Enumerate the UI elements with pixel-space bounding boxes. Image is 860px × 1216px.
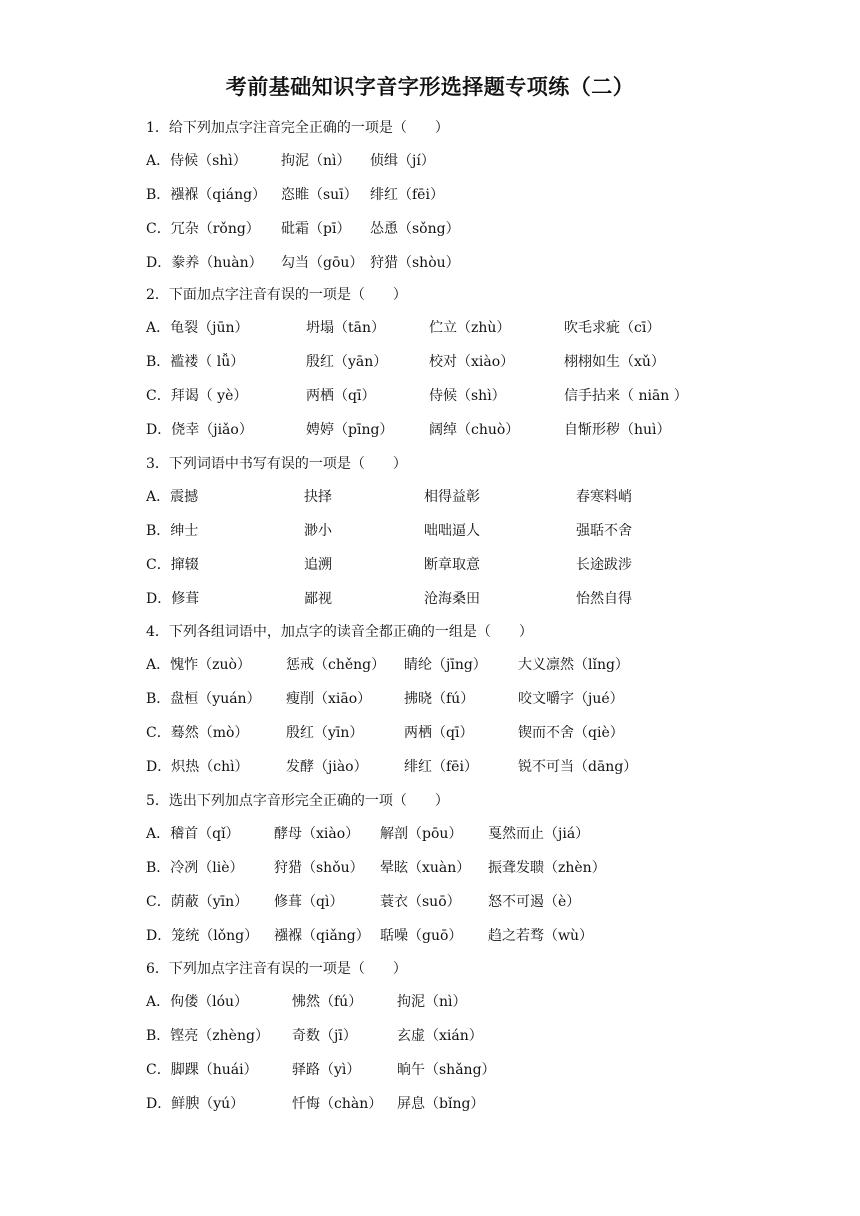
question-stem-text: 2．下面加点字注音有误的一项是（ ） [146,287,407,303]
option-item: 恣睢（suī） [281,187,358,203]
question-stem-text: 1．给下列加点字注音完全正确的一项是（ ） [146,120,449,136]
option-item: A．佝偻（lóu） [146,994,249,1010]
option-item: C．拜谒（ yè） [146,388,248,404]
option-item: 酵母（xiào） [274,826,360,842]
option-item: C．冗杂（rǒng） [146,221,260,237]
option-item: 趋之若骛（wù） [488,928,593,944]
option-item: 聒噪（guō） [380,928,463,944]
option-item: 断章取意 [424,557,480,573]
option-item: D．鲜腴（yú） [146,1096,245,1112]
question-4-stem [146,620,836,644]
question-5-option-B [146,856,836,880]
question-4-option-B [146,687,836,711]
option-item: B．襁褓（qiáng） [146,187,267,203]
option-item: 修葺（qì） [274,894,344,910]
option-item: A．稽首（qǐ） [146,826,240,842]
question-6-option-B [146,1024,836,1048]
option-item: 拂晓（fú） [404,691,475,707]
option-item: 殷红（yīn） [286,725,364,741]
option-item: 怫然（fú） [292,994,363,1010]
option-item: 晌午（shǎng） [397,1062,496,1078]
question-1-option-B [146,183,836,207]
option-item: A．震撼 [146,489,199,505]
option-item: 戛然而止（jiá） [488,826,590,842]
option-item: 发酵（jiào） [286,759,368,775]
option-item: D．豢养（huàn） [146,255,263,271]
option-item: 相得益彰 [424,489,480,505]
option-item: 绯红（fēi） [370,187,444,203]
question-6-stem [146,957,836,981]
question-stem-text: 5．选出下列加点字音形完全正确的一项（ ） [146,793,449,809]
question-4-option-D [146,755,836,779]
option-item: C．脚踝（huái） [146,1062,258,1078]
option-item: 抉择 [304,489,332,505]
question-5-option-D [146,924,836,948]
option-item: B．盘桓（yuán） [146,691,261,707]
question-1-stem [146,116,836,140]
question-6-option-A [146,990,836,1014]
option-item: 驿路（yì） [292,1062,361,1078]
question-5-option-C [146,890,836,914]
question-5-option-A [146,822,836,846]
option-item: 砒霜（pī） [281,221,351,237]
option-item: 娉婷（pīng） [306,422,394,438]
option-item: 春寒料峭 [576,489,632,505]
question-3-stem [146,452,836,476]
question-4-option-C [146,721,836,745]
option-item: 侍候（shì） [429,388,506,404]
document-title: 考前基础知识字音字形选择题专项练（二） [225,75,635,99]
option-item: A．愧怍（zuò） [146,657,251,673]
option-item: 信手拈来（ niān ） [564,388,688,404]
option-item: 怒不可遏（è） [488,894,581,910]
option-item: 渺小 [304,523,332,539]
option-item: 玄虚（xián） [397,1028,483,1044]
option-item: 鄙视 [304,591,332,607]
option-item: A．侍候（shì） [146,153,247,169]
option-item: 吹毛求疵（cī） [564,320,661,336]
option-item: 沧海桑田 [424,591,480,607]
option-item: 忏悔（chàn） [292,1096,383,1112]
option-item: 校对（xiào） [429,354,515,370]
option-item: 瘦削（xiāo） [286,691,372,707]
option-item: 咄咄逼人 [424,523,480,539]
question-3-option-C [146,553,836,577]
option-item: D．修葺 [146,591,200,607]
option-item: 锐不可当（dāng） [518,759,638,775]
option-item: 蓑衣（suō） [380,894,461,910]
question-2-option-A [146,316,836,340]
question-4-option-A [146,653,836,677]
question-1-option-C [146,217,836,241]
option-item: 大义凛然（lǐng） [518,657,629,673]
option-item: 追溯 [304,557,332,573]
option-item: B．冷冽（liè） [146,860,244,876]
option-item: 狩猎（shòu） [370,255,460,271]
option-item: 长途跋涉 [576,557,632,573]
option-item: 奇数（jī） [292,1028,357,1044]
question-6-option-C [146,1058,836,1082]
option-item: 解剖（pōu） [380,826,463,842]
option-item: 咬文嚼字（jué） [518,691,624,707]
option-item: 晕眩（xuàn） [380,860,471,876]
question-3-option-B [146,519,836,543]
option-item: C．荫蔽（yīn） [146,894,249,910]
option-item: 勾当（gōu） [281,255,364,271]
option-item: 绯红（fēi） [404,759,478,775]
option-item: 襁褓（qiǎng） [274,928,370,944]
question-1-option-D [146,251,836,275]
option-item: 怂恿（sǒng） [370,221,460,237]
question-stem-text: 3．下列词语中书写有误的一项是（ ） [146,456,407,472]
question-3-option-A [146,485,836,509]
option-item: B．铿亮（zhèng） [146,1028,269,1044]
option-item: B．褴褛（ lǚ） [146,354,245,370]
option-item: D．侥幸（jiǎo） [146,422,253,438]
question-2-option-D [146,418,836,442]
option-item: 阔绰（chuò） [429,422,520,438]
option-item: 伫立（zhù） [429,320,511,336]
question-3-option-D [146,587,836,611]
option-item: D．炽热（chì） [146,759,249,775]
option-item: 坍塌（tān） [306,320,385,336]
option-item: 振聋发聩（zhèn） [488,860,606,876]
option-item: 屏息（bǐng） [397,1096,485,1112]
option-item: 怡然自得 [576,591,632,607]
question-6-option-D [146,1092,836,1116]
question-5-stem [146,789,836,813]
option-item: 两栖（qī） [404,725,474,741]
question-2-stem [146,283,836,307]
question-stem-text: 4．下列各组词语中，加点字的读音全都正确的一组是（ ） [146,624,533,640]
option-item: 自惭形秽（huì） [564,422,671,438]
option-item: 拘泥（nì） [397,994,467,1010]
question-1-option-A [146,149,836,173]
option-item: A．龟裂（jūn） [146,320,249,336]
option-item: 两栖（qī） [306,388,376,404]
option-item: 惩戒（chěng） [286,657,386,673]
option-item: 拘泥（nì） [281,153,351,169]
option-item: C．撺辍 [146,557,199,573]
option-item: 强聒不舍 [576,523,632,539]
option-item: D．笼统（lǒng） [146,928,259,944]
option-item: B．绅士 [146,523,199,539]
question-2-option-C [146,384,836,408]
option-item: 殷红（yān） [306,354,388,370]
option-item: 睛纶（jīng） [404,657,487,673]
option-item: C．蓦然（mò） [146,725,249,741]
option-item: 狩猎（shǒu） [274,860,364,876]
option-item: 栩栩如生（xǔ） [564,354,665,370]
option-item: 侦缉（jí） [370,153,435,169]
question-2-option-B [146,350,836,374]
question-stem-text: 6．下列加点字注音有误的一项是（ ） [146,961,407,977]
option-item: 锲而不舍（qiè） [518,725,624,741]
